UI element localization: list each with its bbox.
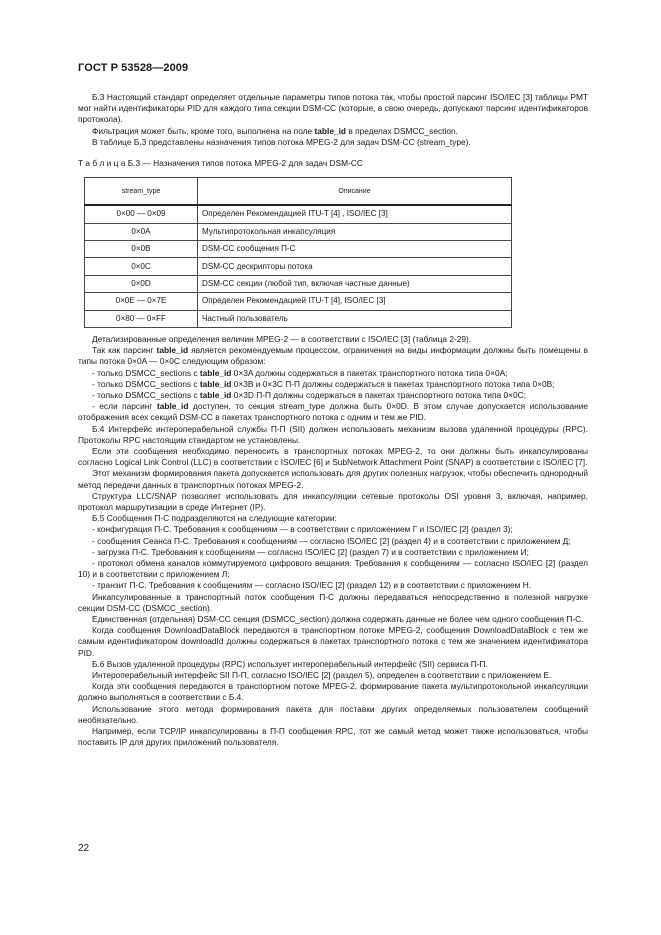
paragraph-llc: Если эти сообщения необходимо переносить в транспортных потоках MPEG-2, то они должны быть инкапсулированы согласно Logical Link Control (LLC) в соответствии с ISO/IEC [6] и SubNetwork Attachment Point (SNAP) в соответствии с ISO/IEC [7].	[78, 445, 588, 468]
table-row	[85, 293, 512, 310]
cell-stream-type: 0×0E — 0×7E	[85, 293, 198, 310]
cell-description: Мультипротокольная инкапсуляция	[198, 223, 512, 240]
table-header-row	[85, 178, 512, 206]
cell-description: DSM-CC дескрипторы потока	[198, 258, 512, 275]
table-row	[85, 275, 512, 292]
list-item: - только DSMCC_sections с table_id 0×3D П-П должны содержаться в пакетах транспортного потока типа 0×0C;	[92, 389, 526, 400]
cell-description: DSM-CC сообщения П-С	[198, 241, 512, 258]
paragraph-optional: Использование этого метода формирования пакета для поставки других определяемых пользователем сообщений необязательно.	[78, 703, 588, 725]
table-row	[85, 241, 512, 258]
list-item: - конфигурация П-С. Требования к сообщениям — в соответствии с приложением Г и ISO/IEC [2] (раздел 3);	[92, 524, 513, 535]
cell-description: Частный пользователь	[198, 310, 512, 327]
paragraph-b5: Б.5 Сообщения П-С подразделяются на следующие категории:	[92, 513, 337, 524]
cell-description: Определен Рекомендацией ITU-T [4], ISO/IEC [3]	[198, 293, 512, 310]
document-body	[78, 92, 588, 748]
table-row	[85, 258, 512, 275]
table-caption: Т а б л и ц а Б.3 — Назначения типов потока MPEG-2 для задач DSM-CC	[78, 158, 363, 169]
paragraph-mpe: Когда эти сообщения передаются в транспортном потоке MPEG-2, формирование пакета мультипротокольной инкапсуляции должно выполняться в соответствии с Б.4.	[78, 681, 588, 703]
page-number: 22	[78, 843, 90, 854]
list-item: - протокол обмена каналов коммутируемого цифрового вещания. Требования к сообщениям — согласно ISO/IEC [2] (раздел 10) и в соответствии с приложением Л;	[78, 558, 588, 580]
list-item: - загрузка П-С. Требования к сообщениям — согласно ISO/IEC [2] (раздел 7) и в соответствии с приложением И;	[92, 546, 529, 557]
list-item: - если парсинг table_id доступен, то секция stream_type должна быть 0×0D. В этом случае допускается использование отображения всех секций DSM-CC в пакетах транспортного потока с одним и тем же PID.	[78, 401, 588, 423]
cell-stream-type: 0×80 — 0×FF	[85, 310, 198, 327]
cell-description: Определен Рекомендацией ITU-T [4] , ISO/IEC [3]	[198, 205, 512, 223]
paragraph-llc-snap: Структура LLC/SNAP позволяет использовать для инкапсуляции сетевые протоколы OSI уровня 3, включая, например, протокол маршрутизации в среде Интернет (IP).	[78, 490, 588, 512]
column-header-description: Описание	[198, 178, 512, 206]
paragraph-b6: Б.6 Вызов удаленной процедуры (RPC) использует интероперабельный интерфейс (SII) сервиса П-П.	[92, 658, 488, 669]
paragraph-details: Детализированные определения величин MPEG-2 — в соответствии с ISO/IEC [3] (таблица 2-29).	[92, 333, 472, 344]
table-row	[85, 205, 512, 223]
paragraph-download-data-block: Когда сообщения DownloadDataBlock передаются в транспортном потоке MPEG-2, сообщения DownloadDataBlock с тем же самым идентификатором downloadId должны содержаться в пакетах транспортного потока с тем же значением идентификатора PID.	[78, 625, 588, 658]
cell-stream-type: 0×0B	[85, 241, 198, 258]
paragraph-b4: Б.4 Интерфейс интероперабельной службы П-П (SII) должен использовать механизм вызова удаленной процедуры (RPC). Протоколы RPC настоящим стандартом не установлены.	[78, 423, 588, 445]
stream-type-table	[84, 177, 512, 328]
list-item: - только DSMCC_sections с table_id 0×3A должны содержаться в пакетах транспортного потока типа 0×0A;	[92, 367, 508, 378]
paragraph-b3: Б.3 Настоящий стандарт определяет отдельные параметры типов потока так, чтобы простой парсинг ISO/IEC [3] таблицы PMT мог найти идентификаторы PID для каждого типа секции DSM-CC (которые, в свою очередь, допускают парсинг идентификаторов протокола).	[78, 92, 588, 125]
document-header: ГОСТ Р 53528—2009	[78, 62, 189, 74]
paragraph-encapsulated: Инкапсулированные в транспортный поток сообщения П-С должны передаваться непосредственно в полезной нагрузке секции DSM-CC (DSMCC_section).	[78, 591, 588, 613]
cell-stream-type: 0×0C	[85, 258, 198, 275]
cell-stream-type: 0×0A	[85, 223, 198, 240]
cell-stream-type: 0×00 — 0×09	[85, 205, 198, 223]
list-item: - сообщения Сеанса П-С. Требования к сообщениям — согласно ISO/IEC [2] (раздел 4) и в соответствии с приложением Д;	[92, 535, 571, 546]
cell-stream-type: 0×0D	[85, 275, 198, 292]
paragraph-packet: Этот механизм формирования пакета допускается использовать для других полезных нагрузок, чтобы обеспечить однородный метод передачи данных в транспортных потоках MPEG-2.	[78, 468, 588, 490]
paragraph-single-section: Единственная (отдельная) DSM-CC секция (DSMCC_section) должна содержать данные не более чем одного сообщения П-С.	[92, 614, 584, 625]
paragraph-parsing: Так как парсинг table_id является рекомендуемым процессом, ограничения на виды информации должны быть помещены в типы потока 0×0A — 0×0C следующим образом:	[78, 345, 588, 367]
paragraph-filter: Фильтрация может быть, кроме того, выполнена на поле table_id в пределах DSMCC_section.	[92, 125, 458, 136]
list-item: - только DSMCC_sections с table_id 0×3B и 0×3C П-П должны содержаться в пакетах транспортного потока типа 0×0B;	[92, 378, 555, 389]
paragraph-table-ref: В таблице Б.3 представлены назначения типов потока MPEG-2 для задач DSM-CC (stream_type).	[92, 136, 471, 147]
table-row	[85, 223, 512, 240]
column-header-stream-type: stream_type	[85, 178, 198, 206]
paragraph-tcpip: Например, если TCP/IP инкапсулированы в П-П сообщения RPC, тот же самый метод может также использоваться, чтобы поставить IP для других приложений пользователя.	[78, 726, 588, 748]
table-row	[85, 310, 512, 327]
cell-description: DSM-CC секции (любой тип, включая частные данные)	[198, 275, 512, 292]
list-item: - транзит П-С. Требования к сообщениям — согласно ISO/IEC [2] (раздел 12) и в соответствии с приложением Н.	[92, 580, 532, 591]
paragraph-sii: Интероперабельный интерфейс SII П-П, согласно ISO/IEC [2] (раздел 5), определен в соответствии с приложением Е.	[92, 670, 552, 681]
